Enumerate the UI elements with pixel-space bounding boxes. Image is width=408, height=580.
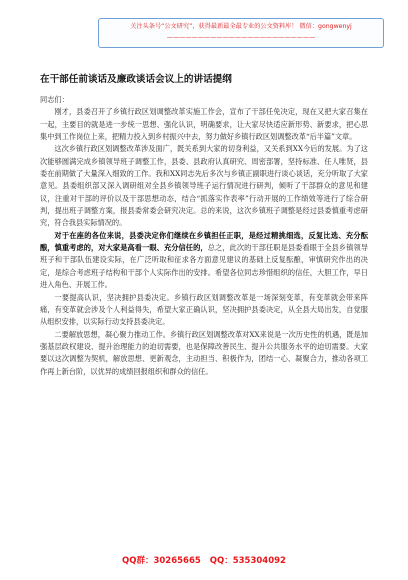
paragraph-3-rest: 总之，此次的干部任职是县委看眼于全县乡镇领导班子和干部队伍建设实际，在广泛听取和征求各方面意见建议的基础上反复酝酿，审慎研究作出的决定，是综合考虑班子结构和干部个人实际作出的安排。希望各位同志珍惜组织的信任，大胆工作，早日进入角色、开展工作。 <box>40 243 368 290</box>
document-body <box>40 94 368 378</box>
footer-contact <box>0 554 408 566</box>
greeting: 同志们： <box>40 95 69 104</box>
paragraph-2: 这次乡镇行政区划调整改革涉及面广，既关系到大家的切身利益，又关系到XX今后的发展。为了这次能够圆满完成乡镇领导班子调整工作，县委、县政府认真研究、周密部署，坚持标准、任人唯贤，县委在前期做了大量深入细致的工作。我和XX同志先后多次与乡镇正副职进行谈心谈话，充分听取了大家意见。县委组织部又深入调研组对全县乡镇领导班子运行情况进行研判，倾听了干部群众的意见和建议，注重对干部的评价以及干部思想动态，结合“抓落实作表率”行动开展的工作绩效等进行了综合研判，提出班子调整方案，报县委常委会研究决定。总的来说，这次乡镇班子调整是经过县委慎重考虑研究，符合我县实际情况的。 <box>40 144 368 228</box>
document-title: 在干部任前谈话及廉政谈话会议上的讲话提纲 <box>40 74 232 85</box>
footer-qq-group: QQ群：30265665 <box>122 556 201 566</box>
paragraph-5: 二要解放思想，凝心聚力推动工作。乡镇行政区划调整改革对XX来说是一次历史性的机遇，既是加强基层政权建设、提升治理能力的迫切需要，也是保障改善民生、提升公共服务水平的迫切需要。大家要以这次调整为契机，解放思想、更新观念，主动担当、积极作为，团结一心、凝聚合力，推动各项工作再上新台阶，以优异的成绩回报组织和群众的信任。 <box>40 329 368 376</box>
paragraph-3 <box>40 230 368 292</box>
footer-qq: QQ：535304092 <box>209 556 286 566</box>
paragraph-1: 刚才，县委召开了乡镇行政区划调整改革实施工作会，宣布了干部任免决定，现在又把大家召集在一起，主要目的就是进一步统一思想、强化认识，明确要求，让大家尽快适应新形势、新要求，把心思集中到工作岗位上来，把精力投入到乡村振兴中去，努力做好乡镇行政区划调整改革“后半篇”文章。 <box>40 107 368 142</box>
promo-banner <box>98 18 384 48</box>
paragraph-3-bold: 对于在座的各位来说，县委决定你们继续在乡镇担任正职，是经过精挑细选，反复比选、充分酝酿，慎重考虑的，对大家是高看一眼、充分信任的， <box>40 230 368 253</box>
paragraph-4: 一要提高认识，坚决拥护县委决定。乡镇行政区划调整改革是一场深刻变革，有变革就会带来阵痛，有变革就会涉及个人利益得失，希望大家正确认识，坚决拥护县委决定，从全县大局出发，自觉服从组织安排，以实际行动支持县委决定。 <box>40 292 368 327</box>
promo-banner-rule: ———————————————————————— <box>166 34 316 41</box>
promo-banner-text: 关注头条号“公文研究”，获得最新最全最专业的公文资料库！ 微信：gongwenyj <box>130 23 352 30</box>
